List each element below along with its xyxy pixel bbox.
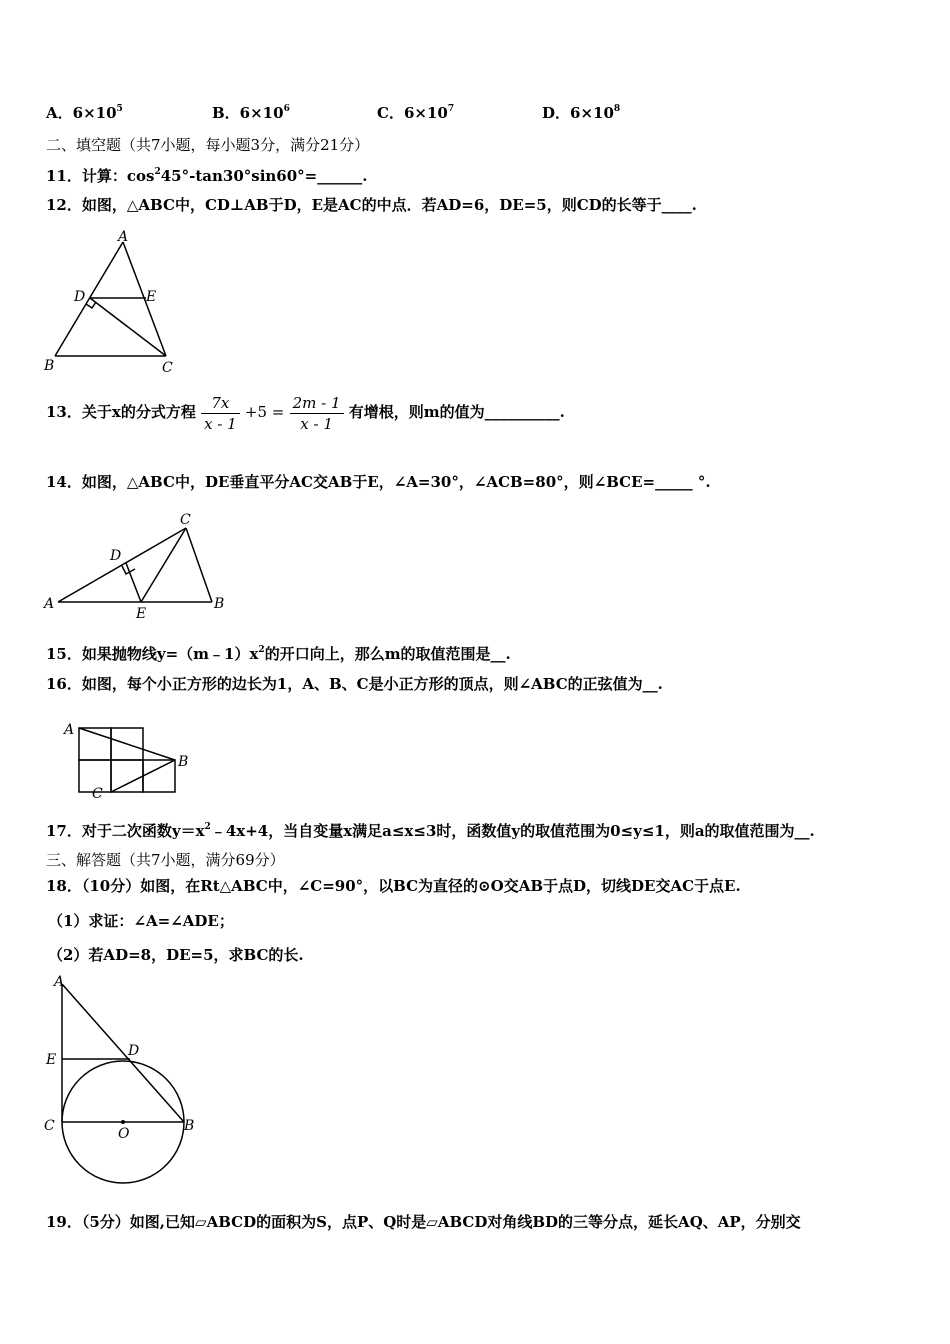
fig18-label-a: A: [54, 974, 65, 990]
question-12: 12．如图，△ABC中，CD⊥AB于D，E是AC的中点．若AD=6，DE=5，则CD的长等于____.: [46, 196, 697, 214]
fig18-label-e: E: [46, 1052, 57, 1068]
question-16: 16．如图，每个小正方形的边长为1，A、B、C是小正方形的顶点，则∠ABC的正弦值为__.: [46, 675, 663, 693]
q17-post: ﹣4x+4，当自变量x满足a≤x≤3时，函数值y的取值范围为0≤y≤1，则a的取值范围为__.: [210, 822, 815, 840]
fig18-label-c: C: [44, 1118, 55, 1134]
q13-post: 有增根，则m的值为__________.: [348, 403, 565, 421]
question-13: [46, 390, 565, 434]
q13-fraction-1: [201, 393, 240, 434]
fig14-label-c: C: [180, 512, 191, 528]
option-a: [46, 102, 123, 123]
fig12-label-c: C: [162, 360, 173, 376]
option-d-label: D．6×10: [542, 104, 614, 122]
fig12-label-e: E: [146, 289, 157, 305]
q15-pre: 15．如果抛物线y=（m﹣1）x: [46, 645, 259, 663]
q13-pre: 13．关于x的分式方程: [46, 403, 196, 421]
fig14-label-e: E: [136, 606, 147, 622]
q11-pre: 11．计算：cos: [46, 167, 155, 185]
fig12-label-b: B: [44, 358, 55, 374]
question-15: [46, 640, 511, 664]
question-17: [46, 817, 815, 841]
option-d-exp: 8: [613, 104, 621, 114]
fig16-label-a: A: [64, 722, 75, 738]
fig18-label-d: D: [128, 1043, 140, 1059]
figure-18: [40, 972, 210, 1184]
q13-den1: x - 1: [204, 414, 237, 433]
question-18: 18．（10分）如图，在Rt△ABC中，∠C=90°，以BC为直径的⊙O交AB于点D，切线DE交AC于点E.: [46, 877, 741, 895]
q13-den2: x - 1: [300, 414, 333, 433]
figure-14: [40, 508, 240, 623]
q11-sup: 2: [154, 167, 161, 177]
fig14-label-d: D: [110, 548, 122, 564]
section2-heading: 二、填空题（共7小题，每小题3分，满分21分）: [46, 136, 370, 154]
question-19: 19．（5分）如图,已知▱ABCD的面积为S，点P、Q时是▱ABCD对角线BD的三等分点，延长AQ、AP，分别交: [46, 1213, 801, 1231]
fig14-label-b: B: [214, 596, 225, 612]
q15-post: 的开口向上，那么m的取值范围是__.: [264, 645, 511, 663]
q17-pre: 17．对于二次函数y＝x: [46, 822, 205, 840]
q17-sup: 2: [204, 822, 211, 832]
q15-sup: 2: [258, 645, 265, 655]
q13-num1: 7x: [201, 393, 240, 414]
figure-12: [40, 228, 180, 376]
q13-mid: +5 =: [244, 403, 285, 421]
option-c-label: C．6×10: [377, 104, 448, 122]
option-b: [212, 102, 290, 123]
option-a-label: A．6×10: [46, 104, 117, 122]
fig18-label-o: O: [118, 1126, 130, 1142]
q13-fraction-2: [290, 393, 344, 434]
option-c: [377, 102, 454, 123]
option-c-exp: 7: [447, 104, 455, 114]
question-18-part-2: （2）若AD=8，DE=5，求BC的长.: [48, 946, 304, 964]
fig12-label-d: D: [74, 289, 86, 305]
option-d: [542, 102, 620, 123]
fig14-label-a: A: [44, 596, 55, 612]
figure-16: [60, 716, 200, 804]
option-b-exp: 6: [283, 104, 290, 114]
q13-num2: 2m - 1: [290, 393, 344, 414]
fig16-label-b: B: [178, 754, 189, 770]
fig16-label-c: C: [92, 786, 103, 802]
option-a-exp: 5: [116, 104, 123, 114]
question-14: 14．如图，△ABC中，DE垂直平分AC交AB于E，∠A=30°，∠ACB=80°，则∠BCE=_____ °.: [46, 473, 711, 491]
question-11: [46, 162, 367, 186]
fig12-label-a: A: [118, 229, 129, 245]
q11-post: 45°-tan30°sin60°=______.: [160, 167, 368, 185]
section3-heading: 三、解答题（共7小题，满分69分）: [46, 851, 285, 869]
fig18-label-b: B: [184, 1118, 195, 1134]
option-b-label: B．6×10: [212, 104, 284, 122]
question-18-part-1: （1）求证：∠A=∠ADE；: [48, 912, 234, 930]
